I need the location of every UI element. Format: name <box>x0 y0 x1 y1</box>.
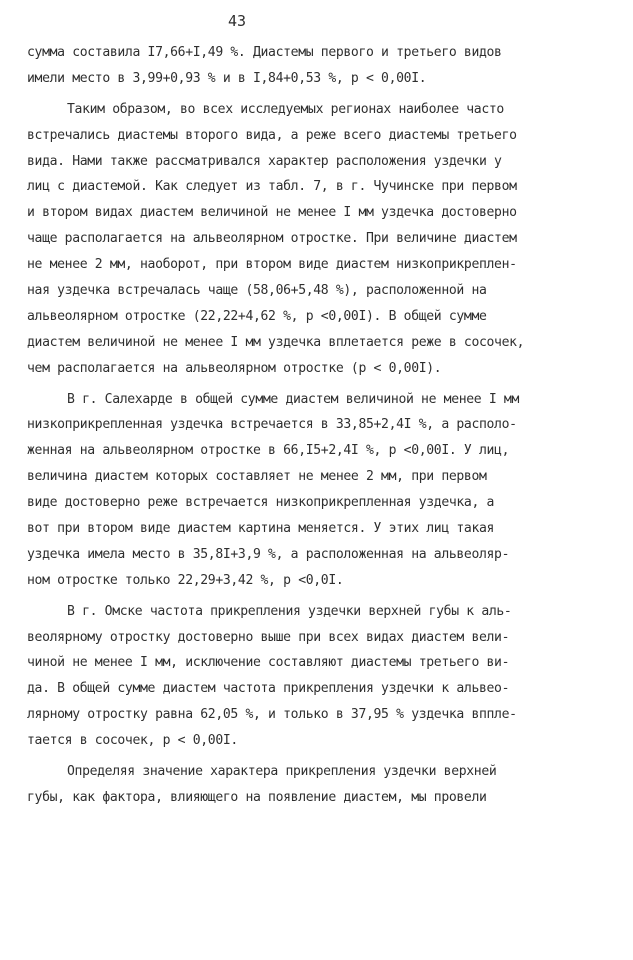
text-line: низкоприкрепленная уздечка встречается в 33,85+2,4I %, а располо- <box>27 417 517 433</box>
text-line: лярному отростку равна 62,05 %, и только в 37,95 % уздечка вппле- <box>27 707 517 723</box>
text-line: губы, как фактора, влияющего на появление диастем, мы провели <box>27 789 487 805</box>
text-line: диастем величиной не менее I мм уздечка вплетается реже в сосочек, <box>27 334 525 350</box>
text-line: величина диастем которых составляет не менее 2 мм, при первом <box>27 469 487 485</box>
body-text <box>27 40 627 811</box>
text-line: чаще располагается на альвеолярном отростке. При величине диастем <box>27 231 517 247</box>
page-number: 43 <box>228 12 247 30</box>
text-line: вот при втором виде диастем картина меняется. У этих лиц такая <box>27 521 495 537</box>
text-line: альвеолярном отростке (22,22+4,62 %, p <0,00I). В общей сумме <box>27 308 487 324</box>
text-line: В г. Салехарде в общей сумме диастем величиной не менее I мм <box>67 391 519 407</box>
text-line: чем располагается на альвеолярном отростке (p < 0,00I). <box>27 360 442 376</box>
text-line: и втором видах диастем величиной не менее I мм уздечка достоверно <box>27 205 517 221</box>
text-line: В г. Омске частота прикрепления уздечки верхней губы к аль- <box>67 603 512 619</box>
text-line: встречались диастемы второго вида, а реже всего диастемы третьего <box>27 127 517 143</box>
text-line: да. В общей сумме диастем частота прикрепления уздечки к альвео- <box>27 681 510 697</box>
text-line: ная уздечка встречалась чаще (58,06+5,48 %), расположенной на <box>27 283 487 299</box>
text-line: тается в сосочек, p < 0,00I. <box>27 733 238 749</box>
text-line: лиц с диастемой. Как следует из табл. 7, в г. Чучинске при первом <box>27 179 517 195</box>
text-line: женная на альвеолярном отростке в 66,I5+2,4I %, p <0,00I. У лиц, <box>27 443 510 459</box>
text-line: ном отростке только 22,29+3,42 %, p <0,0I. <box>27 572 344 588</box>
text-line: веолярному отростку достоверно выше при всех видах диастем вели- <box>27 629 510 645</box>
text-line: не менее 2 мм, наоборот, при втором виде диастем низкоприкреплен- <box>27 257 517 273</box>
text-line: уздечка имела место в 35,8I+3,9 %, а расположенная на альвеоляр- <box>27 546 510 562</box>
text-line: чиной не менее I мм, исключение составляют диастемы третьего ви- <box>27 655 510 671</box>
text-line: имели место в 3,99+0,93 % и в I,84+0,53 %, p < 0,00I. <box>27 70 427 86</box>
text-line: сумма составила I7,66+I,49 %. Диастемы первого и третьего видов <box>27 45 502 60</box>
text-line: виде достоверно реже встречается низкоприкрепленная уздечка, а <box>27 495 495 511</box>
text-line: Определяя значение характера прикрепления уздечки верхней <box>67 764 497 780</box>
text-line: вида. Нами также рассматривался характер расположения уздечки у <box>27 153 502 169</box>
text-line: Таким образом, во всех исследуемых регионах наиболее часто <box>67 101 504 117</box>
